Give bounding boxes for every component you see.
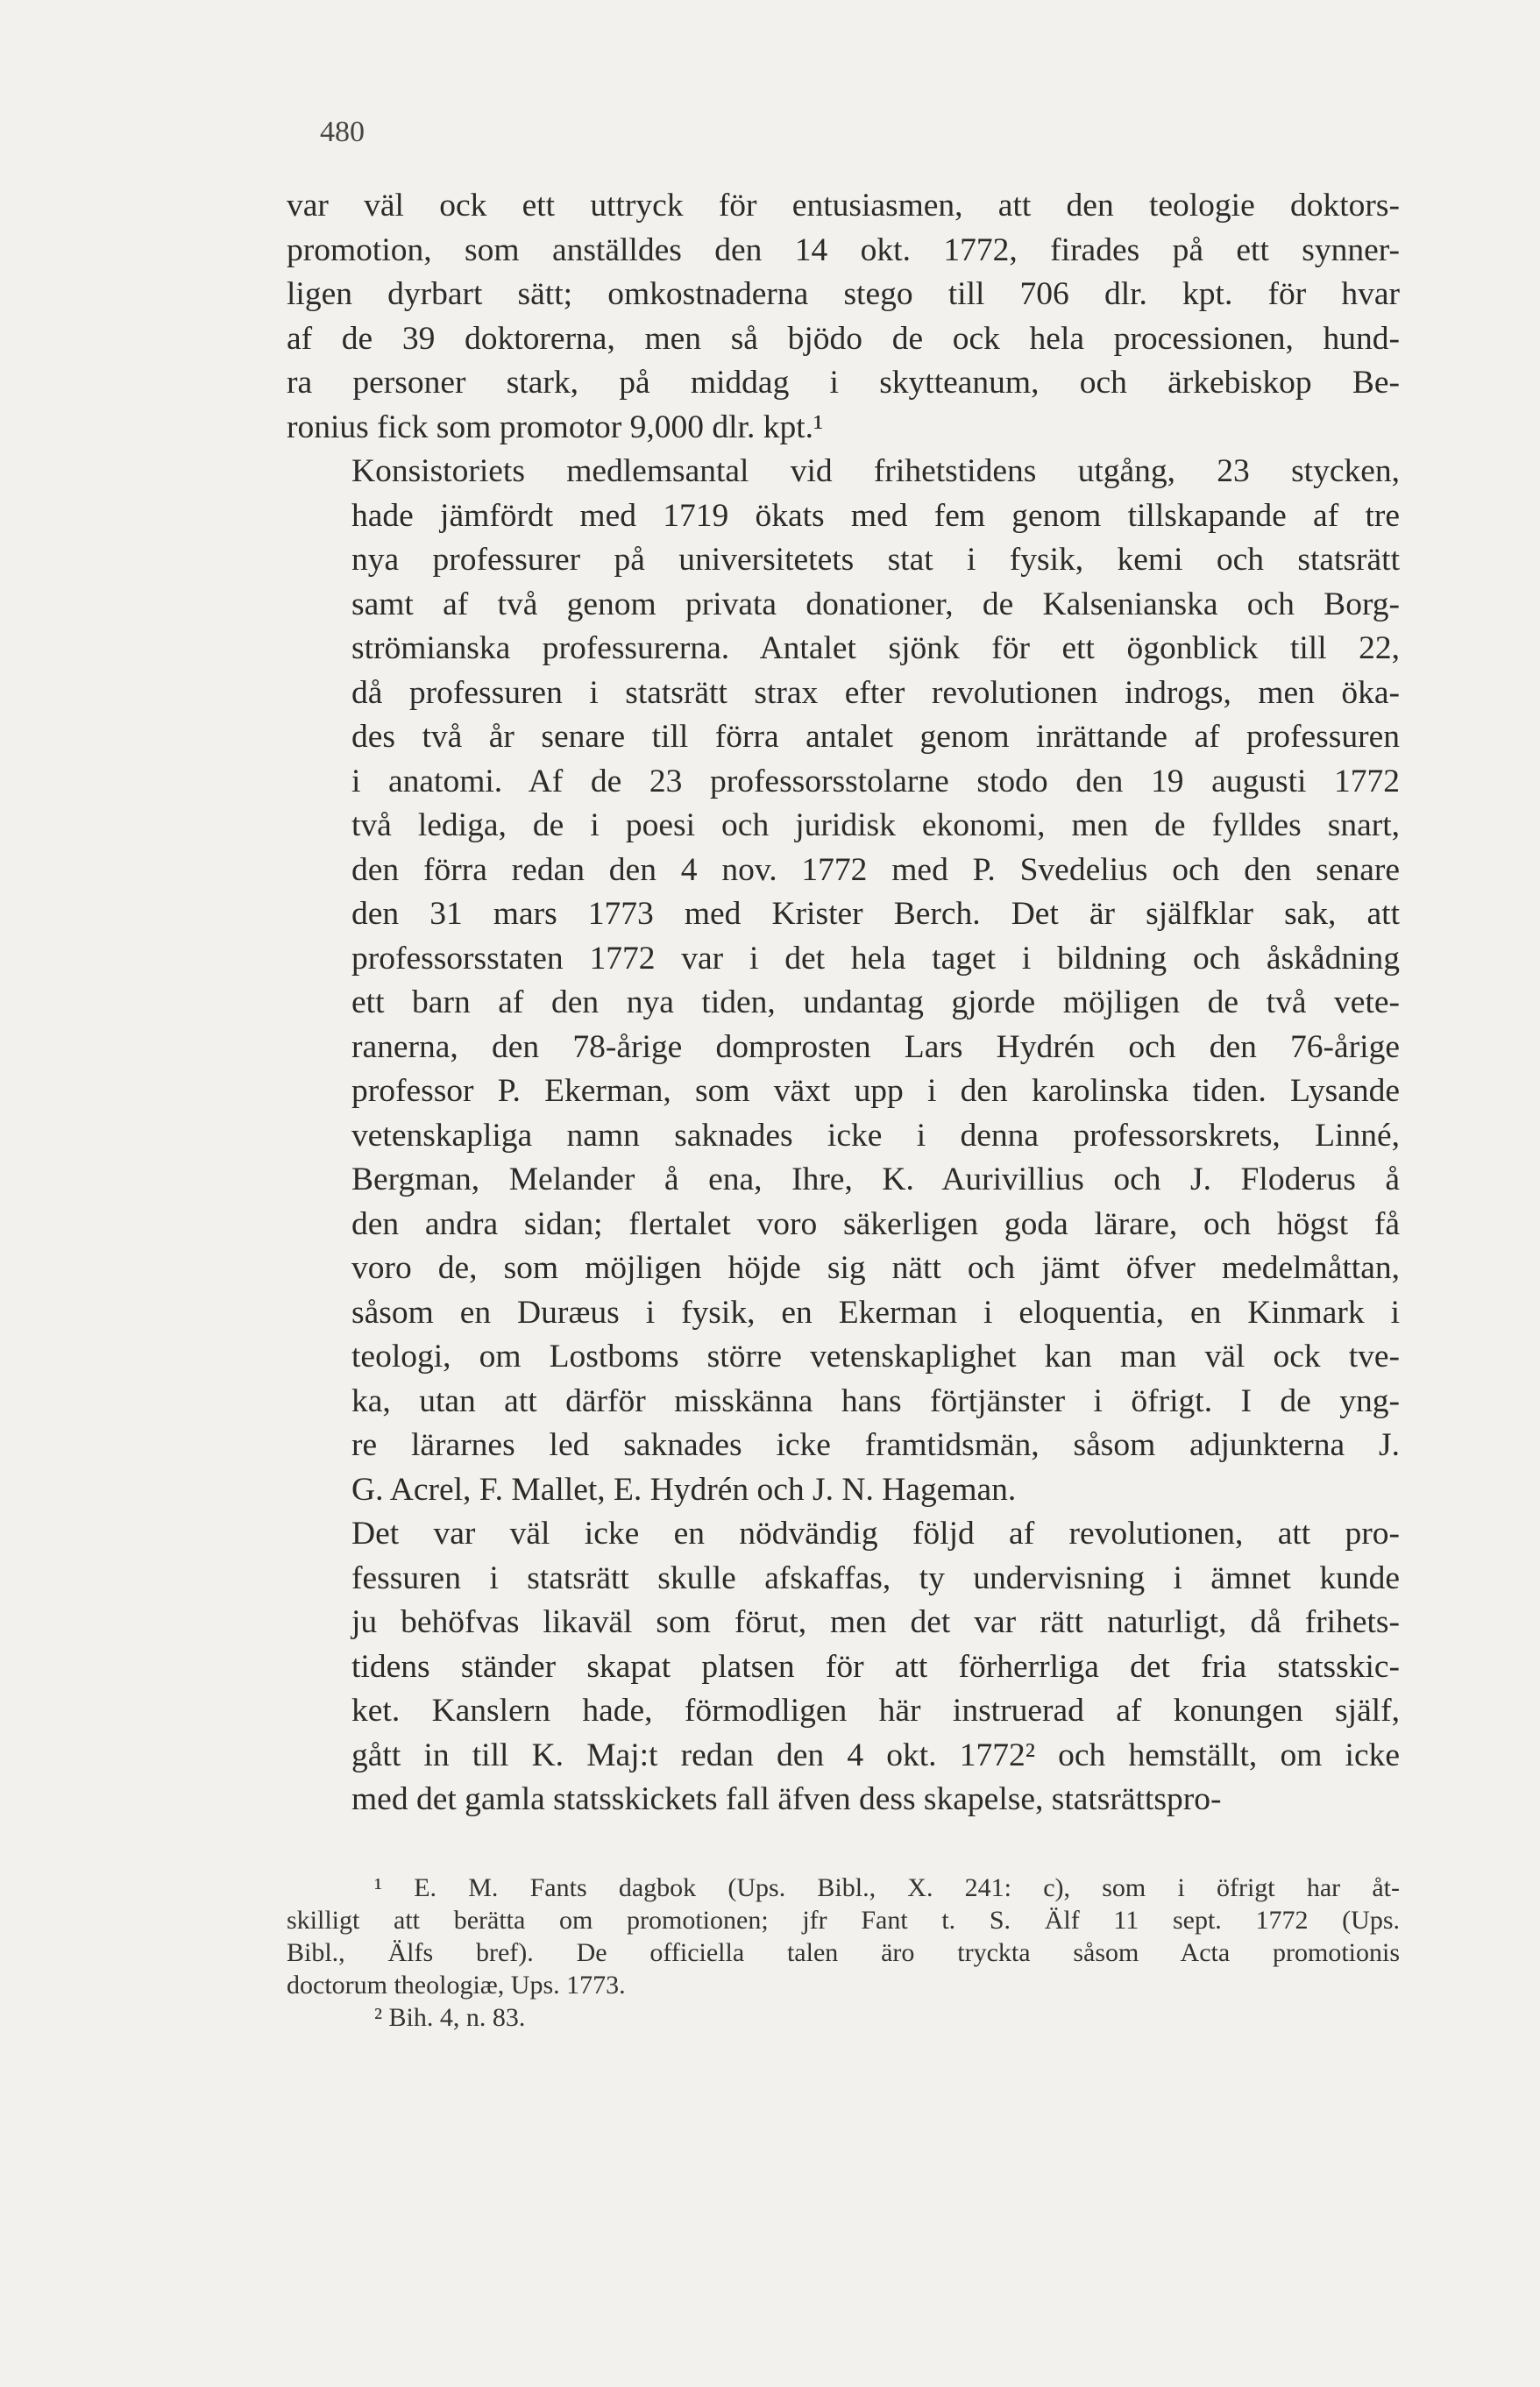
footnote-line: Bibl., Älfs bref). De officiella talen äro tryckta såsom Acta promotionis [287, 1938, 1400, 1967]
text-line: den förra redan den 4 nov. 1772 med P. Svedelius och den senare [351, 851, 1400, 888]
text-line: professor P. Ekerman, som växt upp i den karolinska tiden. Lysande [351, 1073, 1400, 1109]
text-line: var väl ock ett uttryck för entusiasmen, att den teologie doktors- [287, 188, 1400, 224]
text-line: teologi, om Lostboms större vetenskaplighet kan man väl ock tve- [351, 1339, 1400, 1375]
text-line: ket. Kanslern hade, förmodligen här instruerad af konungen själf, [351, 1693, 1400, 1729]
body-text [287, 184, 1400, 1822]
text-line: hade jämfördt med 1719 ökats med fem genom tillskapande af tre [351, 497, 1400, 534]
text-line: såsom en Duræus i fysik, en Ekerman i eloquentia, en Kinmark i [351, 1294, 1400, 1331]
text-line: des två år senare till förra antalet genom inrättande af professuren [351, 719, 1400, 755]
text-line: G. Acrel, F. Mallet, E. Hydrén och J. N. Hageman. [351, 1471, 1017, 1508]
text-line: professorsstaten 1772 var i det hela taget i bildning och åskådning [351, 940, 1400, 977]
text-line: ra personer stark, på middag i skytteanum, och ärkebiskop Be- [287, 365, 1400, 401]
text-line: två lediga, de i poesi och juridisk ekonomi, men de fylldes snart, [351, 807, 1400, 843]
text-line: tidens ständer skapat platsen för att förherrliga det fria statsskic- [351, 1648, 1400, 1685]
text-line: med det gamla statsskickets fall äfven dess skapelse, statsrättspro- [351, 1781, 1222, 1817]
text-line: den andra sidan; flertalet voro säkerligen goda lärare, och högst få [351, 1205, 1400, 1242]
text-line: ju behöfvas likaväl som förut, men det var rätt naturligt, då frihets- [351, 1604, 1400, 1640]
text-line: ligen dyrbart sätt; omkostnaderna stego till 706 dlr. kpt. för hvar [287, 276, 1400, 312]
text-line: Det var väl icke en nödvändig följd af revolutionen, att pro- [351, 1516, 1400, 1552]
text-line: ranerna, den 78-årige domprosten Lars Hydrén och den 76-årige [351, 1028, 1400, 1065]
paragraph [287, 1512, 1400, 1822]
text-line: samt af två genom privata donationer, de Kalsenianska och Borg- [351, 586, 1400, 622]
text-line: gått in till K. Maj:t redan den 4 okt. 1772² och hemställt, om icke [351, 1737, 1400, 1773]
text-line: promotion, som anställdes den 14 okt. 1772, firades på ett synner- [287, 231, 1400, 268]
footnote-line: ² Bih. 4, n. 83. [374, 2003, 526, 2032]
paragraph [287, 450, 1400, 1512]
paragraph [287, 184, 1400, 450]
text-line: af de 39 doktorerna, men så bjödo de ock hela processionen, hund- [287, 320, 1400, 357]
footnote [287, 2001, 1400, 2034]
text-line: nya professurer på universitetets stat i fysik, kemi och statsrätt [351, 542, 1400, 578]
text-line: vetenskapliga namn saknades icke i denna professorskrets, Linné, [351, 1117, 1400, 1154]
footnotes [287, 1872, 1400, 2034]
text-line: fessuren i statsrätt skulle afskaffas, ty undervisning i ämnet kunde [351, 1559, 1400, 1596]
footnote-line: doctorum theologiæ, Ups. 1773. [287, 1971, 626, 2000]
footnote [287, 1872, 1400, 2001]
text-line: Bergman, Melander å ena, Ihre, K. Aurivillius och J. Floderus å [351, 1162, 1400, 1197]
text-line: den 31 mars 1773 med Krister Berch. Det är själfklar sak, att [351, 896, 1400, 932]
footnote-line: ¹ E. M. Fants dagbok (Ups. Bibl., X. 241: c), som i öfrigt har åt- [374, 1873, 1400, 1902]
text-line: ett barn af den nya tiden, undantag gjorde möjligen de två vete- [351, 984, 1400, 1020]
text-line: i anatomi. Af de 23 professorsstolarne stodo den 19 augusti 1772 [351, 763, 1400, 799]
text-line: Konsistoriets medlemsantal vid frihetstidens utgång, 23 stycken, [351, 453, 1400, 489]
text-line: då professuren i statsrätt strax efter revolutionen indrogs, men öka- [351, 674, 1400, 711]
text-line: voro de, som möjligen höjde sig nätt och jämt öfver medelmåttan, [351, 1250, 1400, 1286]
text-line: strömianska professurerna. Antalet sjönk för ett ögonblick till 22, [351, 630, 1400, 666]
text-line: ronius fick som promotor 9,000 dlr. kpt.¹ [287, 408, 824, 445]
footnote-line: skilligt att berätta om promotionen; jfr Fant t. S. Älf 11 sept. 1772 (Ups. [287, 1906, 1400, 1935]
page-number: 480 [320, 116, 365, 148]
text-line: ka, utan att därför misskänna hans förtjänster i öfrigt. I de yng- [351, 1382, 1400, 1419]
text-line: re lärarnes led saknades icke framtidsmän, såsom adjunkterna J. [351, 1427, 1400, 1463]
